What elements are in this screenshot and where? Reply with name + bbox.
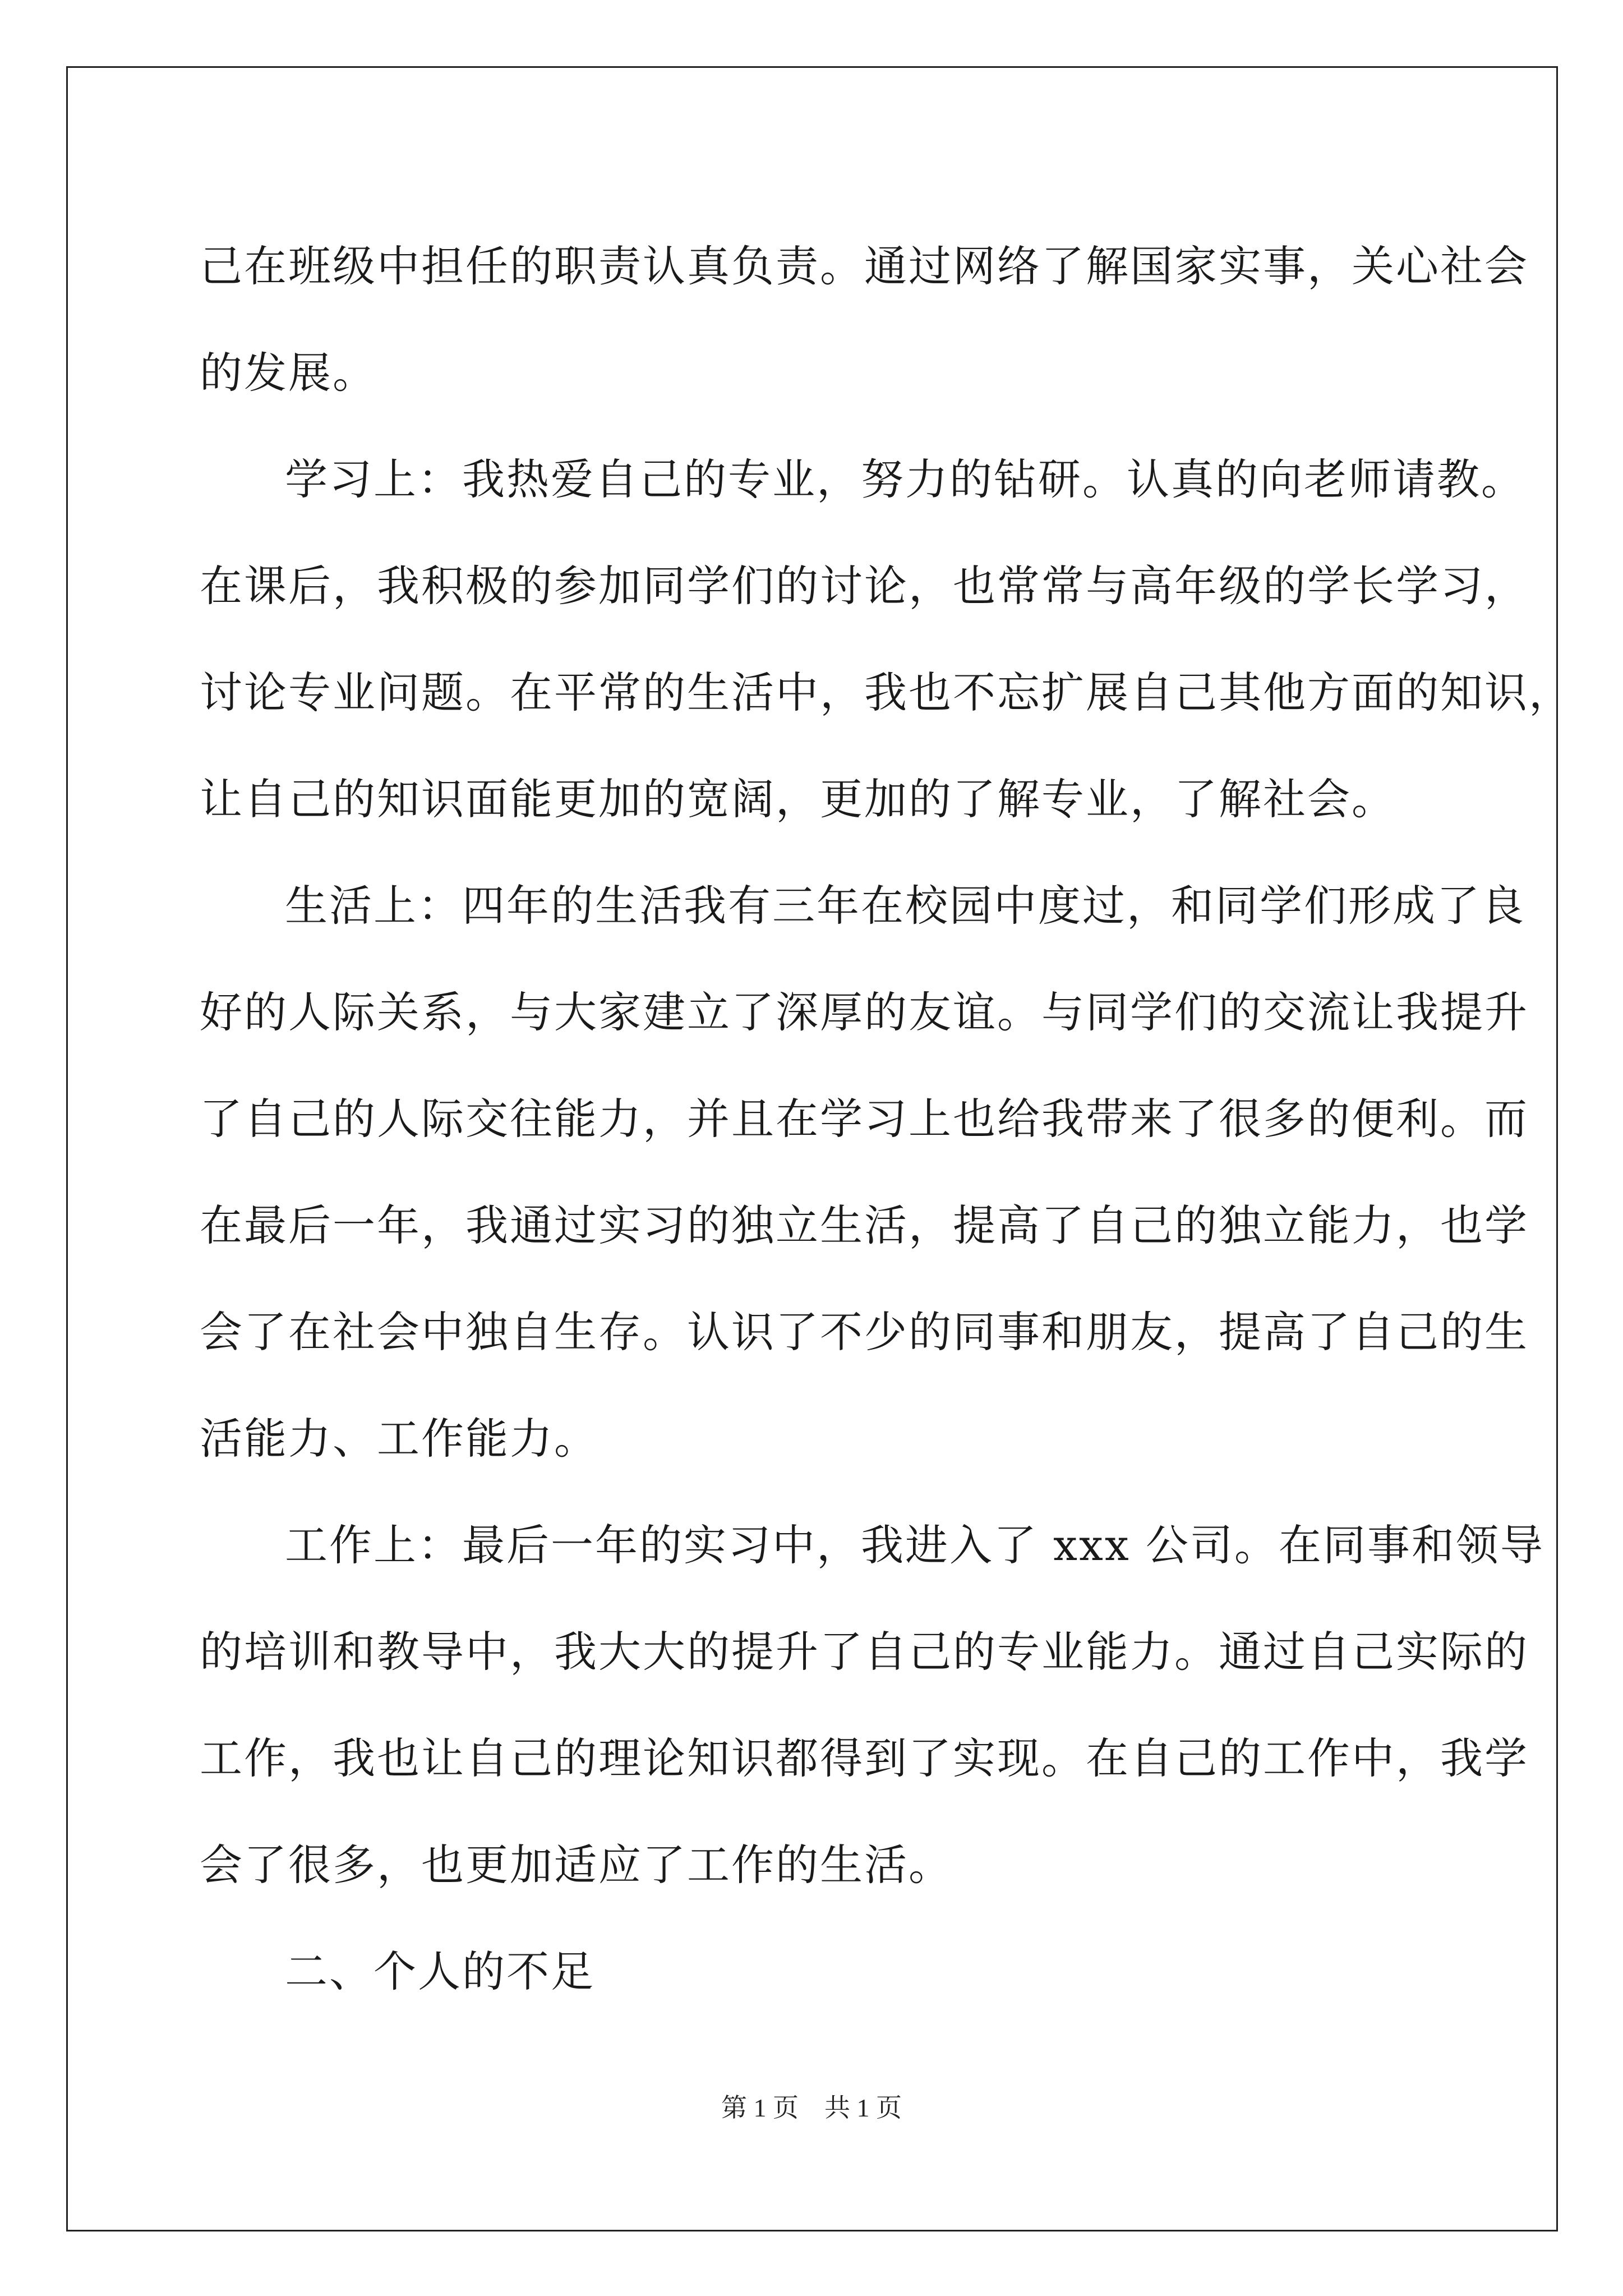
paragraph-work: 工作上：最后一年的实习中，我进入了 xxx 公司。在同事和领导 xyxy=(285,1520,1544,1570)
paragraph-life: 生活上：四年的生活我有三年在校园中度过，和同学们形成了良 xyxy=(285,881,1525,931)
text-line: 好的人际关系，与大家建立了深厚的友谊。与同学们的交流让我提升 xyxy=(200,987,1529,1037)
text-line: 让自己的知识面能更加的宽阔，更加的了解专业，了解社会。 xyxy=(200,774,1396,824)
text-line: 工作，我也让自己的理论知识都得到了实现。在自己的工作中，我学 xyxy=(200,1733,1529,1783)
text-line: 讨论专业问题。在平常的生活中，我也不忘扩展自己其他方面的知识， xyxy=(200,668,1573,717)
text-line: 了自己的人际交往能力，并且在学习上也给我带来了很多的便利。而 xyxy=(200,1094,1529,1144)
text-line: 己在班级中担任的职责认真负责。通过网络了解国家实事，关心社会 xyxy=(200,241,1529,291)
text-line: 会了在社会中独自生存。认识了不少的同事和朋友，提高了自己的生 xyxy=(200,1307,1529,1357)
text-line: 在课后，我积极的参加同学们的讨论，也常常与高年级的学长学习， xyxy=(200,561,1529,611)
section-heading: 二、个人的不足 xyxy=(285,1947,595,1996)
text-line: 的培训和教导中，我大大的提升了自己的专业能力。通过自己实际的 xyxy=(200,1627,1529,1677)
text-line: 会了很多，也更加适应了工作的生活。 xyxy=(200,1840,953,1890)
document-body xyxy=(200,213,1573,2025)
page-footer xyxy=(0,2091,1623,2125)
text-line: 活能力、工作能力。 xyxy=(200,1414,598,1464)
page-number: 第 1 页 xyxy=(721,2093,799,2122)
paragraph-study: 学习上：我热爱自己的专业，努力的钻研。认真的向老师请教。 xyxy=(285,454,1525,504)
text-line: 的发展。 xyxy=(200,348,377,398)
text-line: 在最后一年，我通过实习的独立生活，提高了自己的独立能力，也学 xyxy=(200,1200,1529,1250)
page-total: 共 1 页 xyxy=(824,2093,902,2122)
